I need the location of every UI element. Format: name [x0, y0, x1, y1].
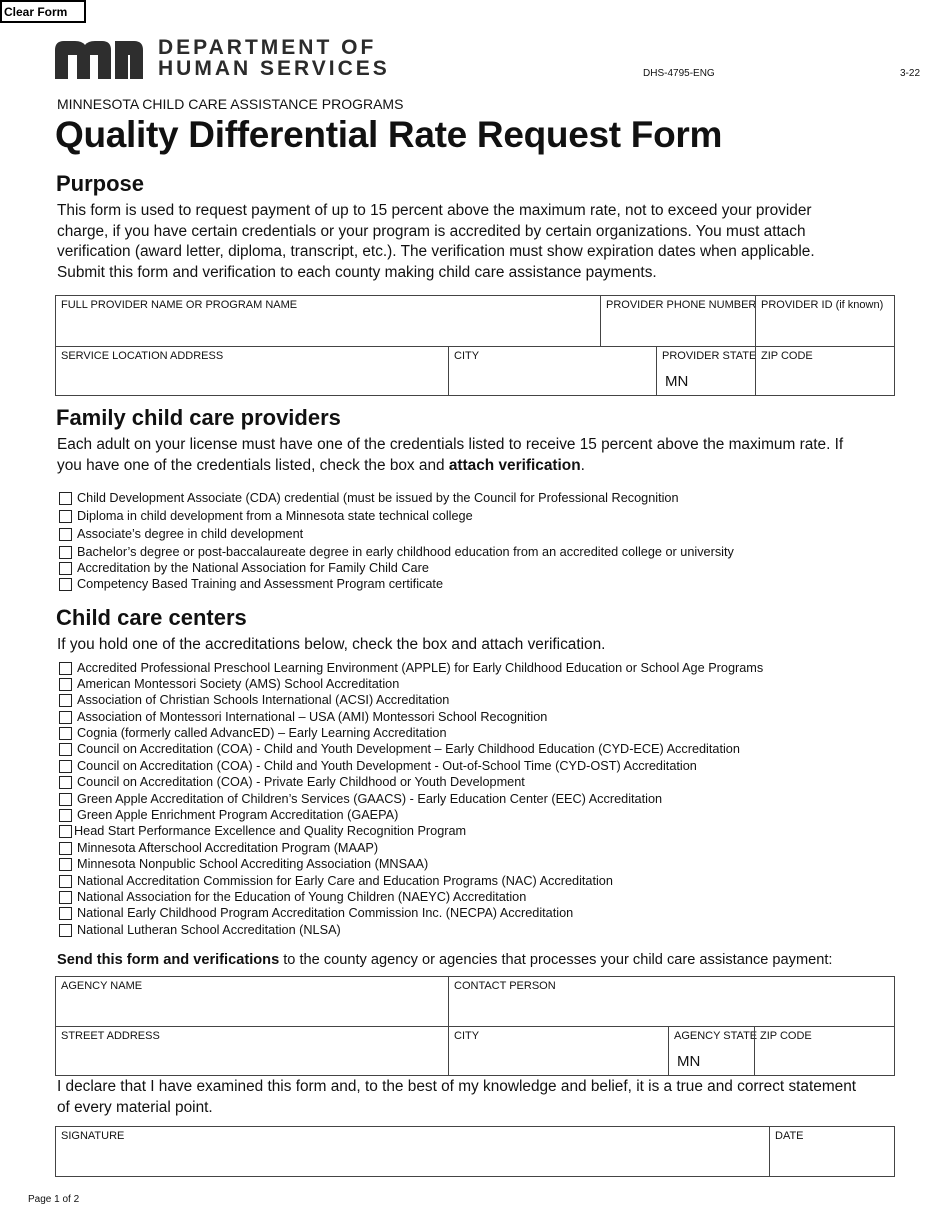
checkbox[interactable]	[59, 528, 72, 541]
checkbox[interactable]	[59, 825, 72, 838]
option-label: National Association for the Education of Young Children (NAEYC) Accreditation	[77, 890, 527, 904]
family-option[interactable]	[59, 560, 429, 576]
center-option[interactable]	[59, 807, 398, 823]
provider-info-table	[55, 295, 895, 396]
declaration-line-2: of every material point.	[57, 1098, 213, 1116]
center-option[interactable]	[59, 676, 399, 692]
centers-intro: If you hold one of the accreditations below, check the box and attach verification.	[57, 636, 606, 653]
center-option[interactable]	[59, 922, 341, 938]
family-option[interactable]	[59, 544, 734, 560]
center-option[interactable]	[59, 823, 466, 839]
agency-state-value: MN	[677, 1053, 701, 1070]
field-label: PROVIDER PHONE NUMBER	[606, 299, 757, 311]
center-option[interactable]	[59, 758, 697, 774]
checkbox[interactable]	[59, 562, 72, 575]
provider-phone-field[interactable]	[600, 296, 755, 346]
service-address-field[interactable]	[56, 346, 448, 395]
field-label: STREET ADDRESS	[61, 1030, 160, 1042]
department-line-1: DEPARTMENT OF	[158, 36, 377, 59]
page-title: Quality Differential Rate Request Form	[55, 114, 723, 155]
checkbox[interactable]	[59, 510, 72, 523]
checkbox[interactable]	[59, 842, 72, 855]
checkbox[interactable]	[59, 546, 72, 559]
field-label: AGENCY NAME	[61, 980, 143, 992]
checkbox[interactable]	[59, 760, 72, 773]
center-option[interactable]	[59, 774, 525, 790]
center-option[interactable]	[59, 856, 428, 872]
option-label: Green Apple Enrichment Program Accreditation (GAEPA)	[77, 808, 399, 822]
field-label: ZIP CODE	[760, 1030, 812, 1042]
family-option[interactable]	[59, 576, 443, 592]
option-label: National Early Childhood Program Accreditation Commission Inc. (NECPA) Accreditation	[77, 906, 574, 920]
family-intro-line-1: Each adult on your license must have one of the credentials listed to receive 15 percent above the maximum rate. If	[57, 436, 844, 453]
agency-name-field[interactable]	[56, 977, 448, 1026]
checkbox[interactable]	[59, 809, 72, 822]
center-option[interactable]	[59, 791, 662, 807]
program-label: MINNESOTA CHILD CARE ASSISTANCE PROGRAMS	[57, 96, 404, 112]
center-option[interactable]	[59, 741, 740, 757]
checkbox[interactable]	[59, 711, 72, 724]
center-option[interactable]	[59, 889, 526, 905]
option-label: Diploma in child development from a Minnesota state technical college	[77, 509, 473, 523]
checkbox[interactable]	[59, 662, 72, 675]
checkbox[interactable]	[59, 743, 72, 756]
purpose-line: verification (award letter, diploma, transcript, etc.). The verification must show expiration dates when applicable.	[57, 243, 815, 260]
checkbox[interactable]	[59, 891, 72, 904]
center-option[interactable]	[59, 709, 547, 725]
contact-person-field[interactable]	[448, 977, 895, 1026]
agency-info-table	[55, 976, 895, 1076]
date-field[interactable]	[769, 1127, 895, 1176]
field-label: CITY	[454, 1030, 480, 1042]
checkbox[interactable]	[59, 694, 72, 707]
mn-logo-icon	[55, 40, 147, 79]
purpose-line: This form is used to request payment of up to 15 percent above the maximum rate, not to exceed your provider	[57, 202, 812, 219]
declaration-text	[57, 1077, 937, 1118]
agency-city-field[interactable]	[448, 1026, 668, 1075]
field-label: CONTACT PERSON	[454, 980, 556, 992]
department-logo-text	[158, 37, 390, 79]
department-line-2: HUMAN SERVICES	[158, 57, 390, 80]
option-label: Cognia (formerly called AdvancED) – Early Learning Accreditation	[77, 726, 447, 740]
field-label: ZIP CODE	[761, 350, 813, 362]
option-label: Associate’s degree in child development	[77, 527, 304, 541]
purpose-line: charge, if you have certain credentials or your program is accredited by certain organizations. You must attach	[57, 222, 806, 240]
center-option[interactable]	[59, 725, 447, 741]
centers-heading: Child care centers	[56, 605, 247, 630]
signature-field[interactable]	[56, 1127, 769, 1176]
field-label: DATE	[775, 1130, 804, 1142]
street-address-field[interactable]	[56, 1026, 448, 1075]
field-label: CITY	[454, 350, 480, 362]
family-option[interactable]	[59, 526, 303, 542]
checkbox[interactable]	[59, 727, 72, 740]
provider-state-field[interactable]	[656, 346, 755, 395]
checkbox[interactable]	[59, 924, 72, 937]
field-label: FULL PROVIDER NAME OR PROGRAM NAME	[61, 299, 298, 311]
center-option[interactable]	[59, 840, 378, 856]
center-option[interactable]	[59, 660, 763, 676]
family-intro-text: you have one of the credentials listed, check the box and	[57, 456, 449, 474]
option-label: Council on Accreditation (COA) - Private Early Childhood or Youth Development	[77, 775, 525, 789]
purpose-text	[57, 201, 937, 283]
purpose-line: Submit this form and verification to each county making child care assistance payments.	[57, 263, 657, 281]
send-instructions-bold: Send this form and verifications	[57, 952, 280, 968]
option-label: Child Development Associate (CDA) credential (must be issued by the Council for Professional Recognition	[77, 491, 679, 505]
provider-id-field[interactable]	[755, 296, 895, 346]
declaration-line-1: I declare that I have examined this form and, to the best of my knowledge and belief, it is a true and correct statement	[57, 1078, 857, 1095]
provider-name-field[interactable]	[56, 296, 600, 346]
agency-state-field[interactable]	[668, 1026, 758, 1075]
field-label: PROVIDER STATE	[662, 350, 757, 362]
family-intro-period: .	[580, 456, 585, 474]
purpose-heading: Purpose	[56, 171, 145, 196]
provider-zip-field[interactable]	[755, 346, 895, 395]
family-heading: Family child care providers	[56, 405, 341, 430]
checkbox[interactable]	[59, 793, 72, 806]
field-label: AGENCY STATE	[674, 1030, 758, 1042]
family-option[interactable]	[59, 508, 473, 524]
option-label: Minnesota Nonpublic School Accrediting Association (MNSAA)	[77, 857, 429, 871]
checkbox[interactable]	[59, 678, 72, 691]
form-code: DHS-4795-ENG	[643, 68, 715, 79]
field-label: PROVIDER ID (if known)	[761, 299, 884, 311]
option-label: Accredited Professional Preschool Learning Environment (APPLE) for Early Childhood Education or School Age Programs	[77, 661, 764, 675]
send-instructions	[57, 950, 832, 971]
family-intro	[57, 435, 937, 476]
form-revision-date: 3-22	[900, 68, 921, 79]
option-label: Green Apple Accreditation of Children’s Services (GAACS) - Early Education Center (EEC) Accreditation	[77, 792, 663, 806]
field-label: SERVICE LOCATION ADDRESS	[61, 350, 224, 362]
provider-state-value: MN	[665, 373, 689, 390]
checkbox[interactable]	[59, 492, 72, 505]
clear-form-button[interactable]: Clear Form	[0, 0, 86, 23]
checkbox[interactable]	[59, 907, 72, 920]
checkbox[interactable]	[59, 875, 72, 888]
checkbox[interactable]	[59, 578, 72, 591]
center-option[interactable]	[59, 692, 449, 708]
option-label: Council on Accreditation (COA) - Child and Youth Development – Early Childhood Education (CYD-ECE) Accreditation	[77, 742, 740, 756]
option-label: American Montessori Society (AMS) School Accreditation	[77, 677, 400, 691]
field-label: SIGNATURE	[61, 1130, 125, 1142]
option-label: Association of Christian Schools International (ACSI) Accreditation	[77, 693, 450, 707]
option-label: Minnesota Afterschool Accreditation Program (MAAP)	[77, 841, 379, 855]
family-intro-line-2	[57, 456, 937, 477]
signature-table	[55, 1126, 895, 1177]
option-label: Bachelor’s degree or post-baccalaureate degree in early childhood education from an accredited college or university	[77, 545, 734, 559]
option-label: Accreditation by the National Association for Family Child Care	[77, 561, 429, 575]
checkbox[interactable]	[59, 776, 72, 789]
option-label: National Lutheran School Accreditation (NLSA)	[77, 923, 341, 937]
attach-verification-emphasis: attach verification	[448, 456, 581, 474]
send-instructions-text: to the county agency or agencies that processes your child care assistance payment:	[279, 952, 833, 968]
checkbox[interactable]	[59, 858, 72, 871]
option-label: Head Start Performance Excellence and Quality Recognition Program	[74, 824, 467, 838]
agency-zip-field[interactable]	[754, 1026, 895, 1075]
option-label: Association of Montessori International – USA (AMI) Montessori School Recognition	[77, 710, 548, 724]
page-number: Page 1 of 2	[28, 1194, 80, 1205]
center-option[interactable]	[59, 905, 573, 921]
option-label: National Accreditation Commission for Early Care and Education Programs (NAC) Accreditation	[77, 874, 613, 888]
provider-city-field[interactable]	[448, 346, 656, 395]
center-option[interactable]	[59, 873, 613, 889]
option-label: Council on Accreditation (COA) - Child and Youth Development - Out-of-School Time (CYD-OST) Accreditation	[77, 759, 697, 773]
option-label: Competency Based Training and Assessment Program certificate	[77, 577, 443, 591]
family-option[interactable]	[59, 490, 679, 506]
